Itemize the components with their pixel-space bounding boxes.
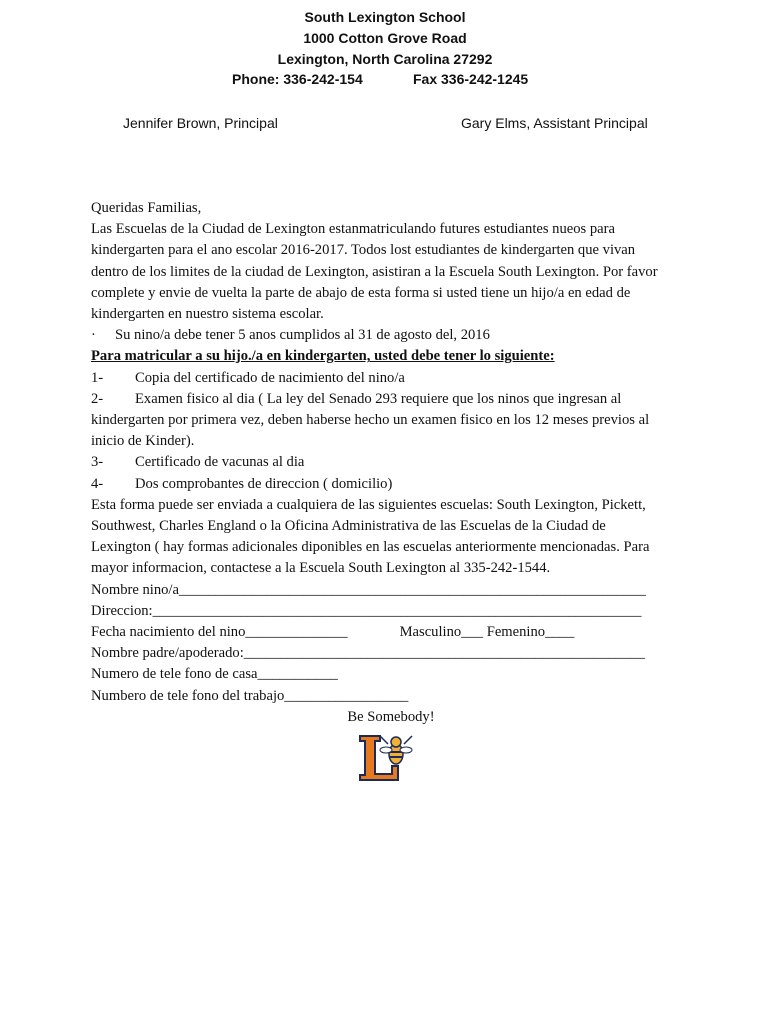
age-requirement-text: Su nino/a debe tener 5 anos cumplidos al 31 de agosto del, 2016 bbox=[115, 327, 490, 344]
requirement-item: 4- Dos comprobantes de direccion ( domicilio) bbox=[91, 475, 393, 492]
school-logo bbox=[358, 732, 414, 784]
bullet-icon: · bbox=[91, 327, 96, 344]
closing-line: mayor informacion, contactese a la Escuela South Lexington al 335-242-1544. bbox=[91, 560, 551, 577]
intro-line: kindergarten para el ano escolar 2016-2017. Todos lost estudiantes de kindergarten que vivan bbox=[91, 242, 636, 259]
assistant-principal-name: Gary Elms, Assistant Principal bbox=[461, 115, 648, 131]
intro-line: complete y envie de vuelta la parte de abajo de esta forma si usted tiene un hijo/a en edad de bbox=[91, 284, 631, 301]
requirement-item: 1- Copia del certificado de nacimiento del nino/a bbox=[91, 369, 405, 386]
age-requirement bbox=[91, 325, 691, 346]
school-name: South Lexington School bbox=[304, 9, 466, 25]
requirements-heading: Para matricular a su hijo./a en kindergarten, usted debe tener lo siguiente: bbox=[91, 348, 555, 365]
work-phone-field[interactable]: Numbero de tele fono del trabajo_________________ bbox=[91, 687, 409, 704]
letter-body bbox=[91, 198, 691, 728]
address-line-1: 1000 Cotton Grove Road bbox=[303, 30, 467, 46]
motto: Be Somebody! bbox=[347, 708, 435, 725]
address-field[interactable]: Direccion:___________________________________________________________________ bbox=[91, 602, 642, 619]
closing-line: Southwest, Charles England o la Oficina Administrativa de las Escuelas de la Ciudad de bbox=[91, 518, 606, 535]
requirement-item: 2- Examen fisico al dia ( La ley del Senado 293 requiere que los ninos que ingresan al bbox=[91, 390, 622, 407]
greeting: Queridas Familias, bbox=[91, 200, 202, 216]
requirement-item-cont: kindergarten por primera vez, deben haberse hecho un examen fisico en los 12 meses previos al bbox=[91, 412, 650, 429]
phone-number: Phone: 336-242-154 bbox=[232, 71, 363, 87]
requirement-item-cont: inicio de Kinder). bbox=[91, 433, 195, 450]
dob-gender-row bbox=[91, 622, 691, 643]
requirement-item: 3- Certificado de vacunas al dia bbox=[91, 454, 305, 471]
dob-field[interactable]: Fecha nacimiento del nino______________ bbox=[91, 624, 348, 641]
address-line-2: Lexington, North Carolina 27292 bbox=[277, 51, 493, 67]
home-phone-field[interactable]: Numero de tele fono de casa___________ bbox=[91, 666, 338, 683]
child-name-field[interactable]: Nombre nino/a________________________________________________________________ bbox=[91, 581, 646, 598]
parent-name-field[interactable]: Nombre padre/apoderado:_______________________________________________________ bbox=[91, 645, 646, 662]
hornet-mascot-icon bbox=[380, 736, 412, 764]
principal-name: Jennifer Brown, Principal bbox=[123, 115, 278, 131]
intro-line: dentro de los limites de la ciudad de Lexington, asistiran a la Escuela South Lexington. Por favor bbox=[91, 263, 658, 280]
intro-line: Las Escuelas de la Ciudad de Lexington estanmatriculando futures estudiantes nueos para bbox=[91, 221, 615, 238]
intro-line: kindergarten en nuestro sistema escolar. bbox=[91, 306, 324, 323]
closing-line: Esta forma puede ser enviada a cualquiera de las siguientes escuelas: South Lexington, Pickett, bbox=[91, 496, 646, 513]
fax-number: Fax 336-242-1245 bbox=[413, 71, 529, 87]
closing-line: Lexington ( hay formas adicionales diponibles en las escuelas anteriormente mencionadas. Para bbox=[91, 539, 650, 556]
gender-field[interactable]: Masculino___ Femenino____ bbox=[399, 624, 575, 641]
